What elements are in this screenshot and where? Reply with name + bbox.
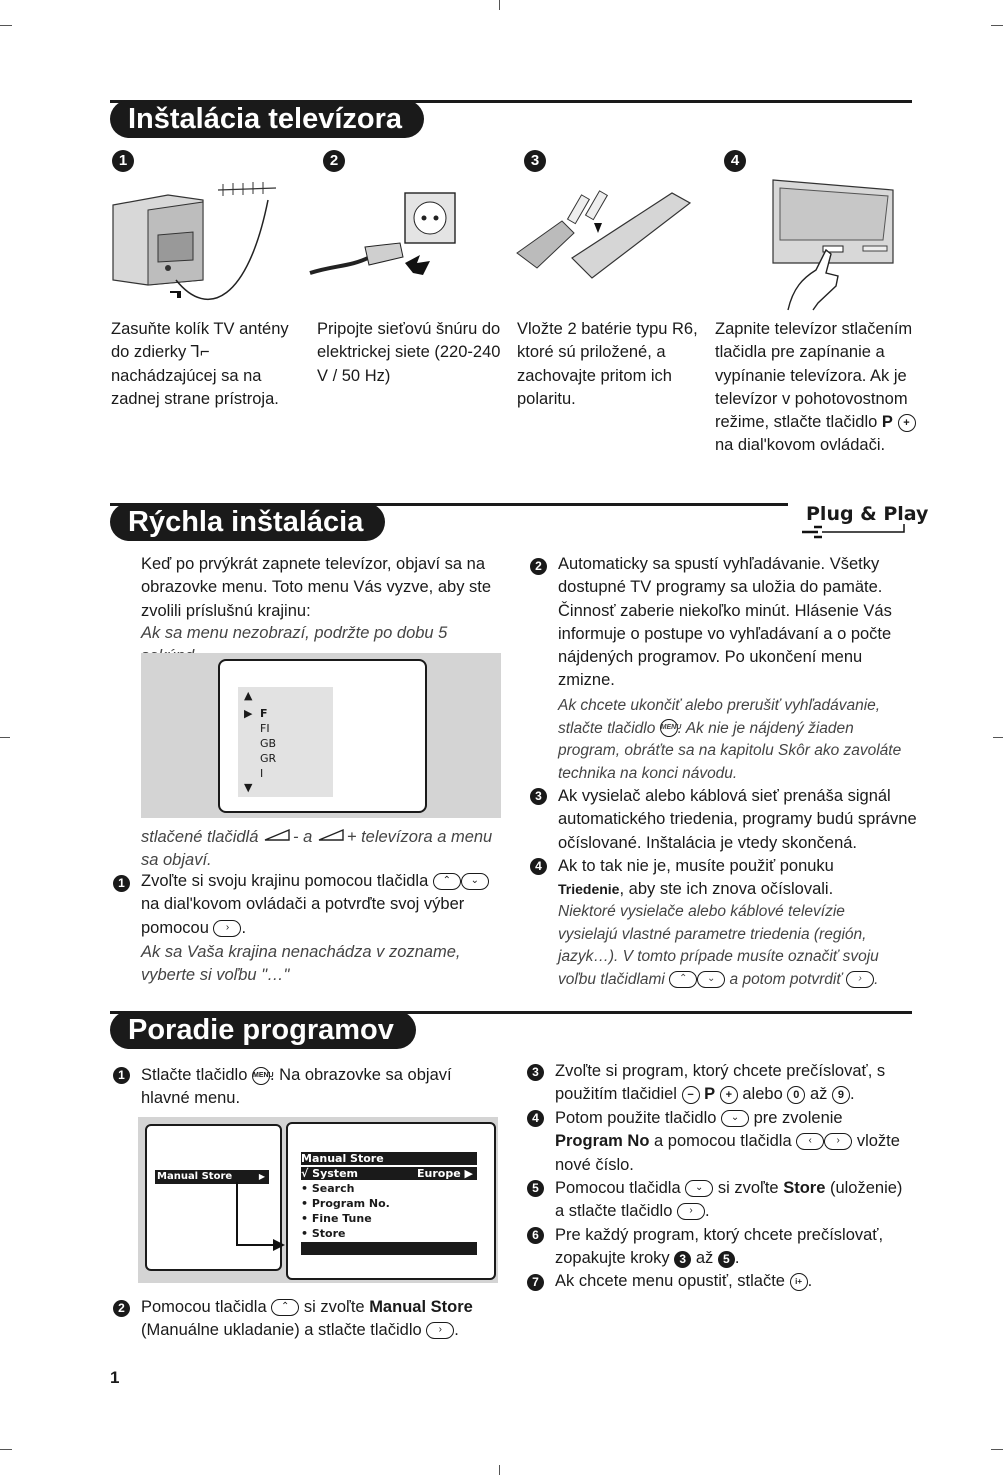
order-step7: Ak chcete menu opustiť, stlačte i+ .: [555, 1272, 813, 1290]
quick-step1-italic: Ak sa Vaša krajina nenachádza v zozname, vyberte si voľbu "…": [141, 943, 461, 985]
up-key-icon: ⌃: [433, 873, 461, 890]
plus-key-icon: +: [898, 414, 916, 432]
up-key-icon: ⌃: [669, 971, 697, 988]
order-step7-text: Ak chcete menu opustiť, stlačte: [555, 1272, 785, 1290]
plug-icon: [800, 522, 910, 542]
right-key-icon: ›: [426, 1322, 454, 1339]
step-number: 1: [113, 875, 130, 892]
left-key-icon: ‹: [796, 1133, 824, 1150]
order-step6: Pre každý program, ktorý chcete prečíslovať, zopakujte kroky 3 až 5 .: [555, 1226, 884, 1268]
quick-step1-b: na dial'kovom ovládači a potvrďte svoj výber pomocou: [141, 895, 465, 937]
install-step1-text: Zasuňte kolík TV antény do zdierky ⅂⌐ nachádzajúcej sa na zadnej strane prístroja.: [111, 320, 289, 408]
install-step4-text: [715, 318, 925, 458]
step-number: 2: [530, 558, 547, 575]
order-step2-b: si zvoľte: [303, 1298, 365, 1316]
country-item[interactable]: I: [260, 767, 264, 780]
arrow-up-icon: ▲: [244, 689, 253, 702]
order-step4: [555, 1107, 905, 1177]
order-step1: [141, 1064, 481, 1111]
order-step2: Pomocou tlačidla ⌃ si zvoľte Manual Store (Manuálne ukladanie) a stlačte tlačidlo › .: [141, 1298, 473, 1340]
after-menu-b: + televízora a menu sa objaví.: [141, 828, 493, 870]
step-number: 1: [113, 1067, 130, 1084]
quick-step4-italic-a: Niektoré vysielače alebo káblové televízie vysielajú vlastné parametre triedenia (región, jazyk…). V tomto prípade musíte označiť svoju voľbu tlačidlami: [558, 903, 879, 988]
right-key-icon: ›: [824, 1133, 852, 1150]
quick-step2-italic-b: Ak nie je nájdený žiaden program, obráťte sa na kapitolu Skôr ako zavoláte technika na konci návodu.: [558, 719, 902, 782]
p-key-label: P: [704, 1085, 716, 1104]
quick-step4-b: , aby ste ich znova očíslovali.: [619, 880, 834, 899]
after-menu-note: [141, 826, 503, 873]
section-title-installation: Inštalácia televízora: [110, 100, 424, 138]
order-step5-a: Pomocou tlačidla: [555, 1179, 681, 1197]
after-menu-minus: - a: [293, 828, 313, 846]
install-step4-b: Ak je televízor v pohotovostnom režime, stlačte tlačidlo: [715, 366, 908, 432]
country-item[interactable]: GB: [260, 737, 277, 750]
crop-mark: [0, 1449, 12, 1450]
quick-step2: Automaticky sa spustí vyhľadávanie. Všetky dostupné TV programy sa uložia do pamäte. Činnosť zaberie niekoľko minút. Hlásenie Vás informuje o postupe vo vyhľadávaní a o počte nájdených programov. Po ukončení menu zmizne.: [558, 555, 892, 690]
quick-step4-italic-b: a potom potvrdiť: [729, 970, 842, 988]
section-title-quick-install: Rýchla inštalácia: [110, 503, 385, 541]
crop-mark: [499, 1465, 500, 1475]
store-bold: Store: [783, 1179, 826, 1197]
digit-9-key-icon: 9: [832, 1086, 850, 1104]
page-number: 1: [110, 1368, 120, 1387]
quick-intro: Keď po prvýkrát zapnete televízor, objaví sa na obrazovke menu. Toto menu Vás vyzve, aby ste zvolili príslušnú krajinu:: [141, 555, 492, 620]
up-key-icon: ⌃: [271, 1299, 299, 1316]
crop-mark: [0, 737, 10, 738]
arrow-down-icon: ▼: [244, 781, 253, 794]
order-step4-c: a pomocou tlačidla: [654, 1132, 792, 1151]
quick-step1: Zvoľte si svoju krajinu pomocou tlačidla ⌃ ⌄ na dial'kovom ovládači a potvrďte svoj výber pomocou › .: [141, 870, 503, 940]
quick-step4: [558, 855, 903, 902]
order-step1-a: Stlačte tlačidlo: [141, 1066, 248, 1084]
country-options: [260, 706, 276, 781]
crop-mark: [993, 737, 1003, 738]
quick-step4-a: Ak to tak nie je, musíte použiť ponuku: [558, 857, 834, 875]
menu-item-store[interactable]: • Store: [301, 1227, 346, 1240]
manual-store-panel: [138, 1117, 498, 1283]
right-key-icon: ›: [677, 1203, 705, 1220]
quick-step2-italic: Ak chcete ukončiť alebo prerušiť vyhľadávanie, stlačte tlačidlo MENU. Ak nie je nájdený žiaden program, obráťte sa na kapitolu Skôr ako zavoláte technika na konci návodu.: [558, 697, 902, 782]
menu-header: Manual Store: [301, 1152, 477, 1165]
system-label: √ System: [301, 1167, 358, 1180]
tv-antenna-illustration: [108, 180, 283, 310]
country-item[interactable]: FI: [260, 722, 270, 735]
volume-key-icon: [263, 828, 293, 842]
menu-item-program-no[interactable]: • Program No.: [301, 1197, 390, 1210]
quick-step1-a: Zvoľte si svoju krajinu pomocou tlačidla: [141, 872, 429, 890]
program-no-bold: Program No: [555, 1132, 650, 1151]
step-number: 3: [524, 150, 546, 172]
order-step3-b: alebo: [742, 1085, 783, 1104]
order-step6-a: Pre každý program, ktorý chcete prečíslovať, zopakujte kroky: [555, 1226, 884, 1268]
down-key-icon: ⌄: [721, 1110, 749, 1127]
order-step5-b: si zvoľte: [717, 1179, 779, 1197]
tv-screen: [218, 659, 427, 813]
manual-store-bold: Manual Store: [369, 1298, 473, 1316]
down-key-icon: ⌄: [461, 873, 489, 890]
install-step2-text: Pripojte sieťovú šnúru do elektrickej siete (220-240 V / 50 Hz): [317, 320, 501, 385]
system-value: Europe ▶: [417, 1167, 473, 1180]
step-number: 4: [530, 858, 547, 875]
tv-power-button-illustration: [768, 178, 896, 313]
quick-step3: Ak vysielač alebo káblová sieť prenáša signál automatického triedenia, programy budú správne očíslované. Inštalácia je vtedy skončená.: [558, 787, 917, 852]
country-item[interactable]: F: [260, 707, 268, 720]
remote-batteries-illustration: [512, 183, 697, 283]
selection-pointer-icon: ▶: [244, 707, 253, 720]
minus-key-icon: −: [682, 1086, 700, 1104]
menu-key-icon: MENU: [252, 1067, 270, 1085]
crop-mark: [991, 25, 1003, 26]
order-step6-b: až: [695, 1249, 714, 1268]
system-row[interactable]: [301, 1167, 477, 1180]
step-number: 4: [724, 150, 746, 172]
order-step3-c: až: [809, 1085, 828, 1104]
section-title-program-order: Poradie programov: [110, 1011, 416, 1049]
p-key-label: P: [881, 413, 893, 432]
step-ref: 3: [674, 1251, 691, 1268]
power-plug-illustration: [305, 185, 465, 300]
menu-screen-panel: [141, 653, 501, 818]
country-item[interactable]: GR: [260, 752, 277, 765]
order-step1-b: . Na obrazovke sa objaví hlavné menu.: [141, 1066, 452, 1108]
crop-mark: [0, 25, 12, 26]
step-ref: 5: [718, 1251, 735, 1268]
crop-mark: [499, 0, 500, 10]
system-value-text: Europe: [417, 1167, 461, 1180]
order-step4-b: pre zvolenie: [753, 1109, 843, 1127]
order-step4-d: vložte nové číslo.: [555, 1132, 900, 1174]
step-number: 5: [527, 1180, 544, 1197]
country-list: [238, 687, 333, 797]
quick-intro-italic: Ak sa menu nezobrazí, podržte po dobu 5: [141, 624, 448, 642]
right-key-icon: ›: [846, 971, 874, 988]
menu-options: [301, 1181, 390, 1241]
order-step3-a: Zvoľte si program, ktorý chcete prečíslovať, s použitím tlačidiel: [555, 1062, 886, 1104]
down-key-icon: ⌄: [685, 1180, 713, 1197]
pointer-arrow: [233, 1182, 288, 1252]
crop-mark: [991, 1449, 1003, 1450]
menu-footer-bar: [301, 1242, 477, 1255]
menu-item-fine-tune[interactable]: • Fine Tune: [301, 1212, 372, 1225]
order-step5-c: (uloženie) a stlačte tlačidlo: [555, 1179, 903, 1221]
step-number: 2: [113, 1300, 130, 1317]
step-number: 6: [527, 1227, 544, 1244]
step-number: 7: [527, 1274, 544, 1291]
exit-key-icon: i+: [790, 1273, 808, 1291]
install-step3-text: Vložte 2 batérie typu R6, ktoré sú priložené, a zachovajte pritom ich polaritu.: [517, 320, 698, 408]
install-step4-a: Zapnite televízor stlačením tlačidla pre zapínanie a vypínanie televízora.: [715, 320, 913, 385]
after-menu-a: stlačené tlačidlá: [141, 828, 259, 846]
order-step2-c: (Manuálne ukladanie) a stlačte tlačidlo: [141, 1321, 422, 1340]
order-step3: Zvoľte si program, ktorý chcete prečíslovať, s použitím tlačidiel − P + alebo 0 až 9 .: [555, 1062, 886, 1104]
step-number: 4: [527, 1110, 544, 1127]
right-key-icon: ›: [213, 920, 241, 937]
step-number: 1: [112, 150, 134, 172]
submenu-arrow-icon: ▶: [258, 1172, 265, 1181]
order-step2-a: Pomocou tlačidla: [141, 1298, 267, 1316]
manual-store-label: Manual Store: [157, 1171, 233, 1182]
step-number: 3: [527, 1064, 544, 1081]
sorting-label: Triedenie: [558, 881, 620, 898]
down-key-icon: ⌄: [697, 971, 725, 988]
quick-step4-italic: Niektoré vysielače alebo káblové televízie vysielajú vlastné parametre triedenia (región, jazyk…). V tomto prípade musíte označiť svoju voľbu tlačidlami ⌃ ⌄ a potom potvrdiť › .: [558, 903, 879, 988]
step-number: 2: [323, 150, 345, 172]
menu-item-search[interactable]: • Search: [301, 1182, 355, 1195]
step-number: 3: [530, 788, 547, 805]
volume-key-icon: [317, 828, 347, 842]
install-step4-c: na dial'kovom ovládači.: [715, 436, 886, 455]
plus-key-icon: +: [720, 1086, 738, 1104]
manual-store-screen: [286, 1122, 496, 1280]
menu-key-icon: MENU: [660, 719, 678, 737]
order-step5: Pomocou tlačidla ⌄ si zvoľte Store (uloženie) a stlačte tlačidlo › .: [555, 1179, 903, 1221]
quick-step2-italic-a: Ak chcete ukončiť alebo prerušiť vyhľadávanie, stlačte tlačidlo: [558, 697, 881, 737]
plug-and-play-logo: Plug & Play: [806, 503, 929, 525]
order-step4-a: Potom použite tlačidlo: [555, 1109, 717, 1127]
digit-0-key-icon: 0: [787, 1086, 805, 1104]
